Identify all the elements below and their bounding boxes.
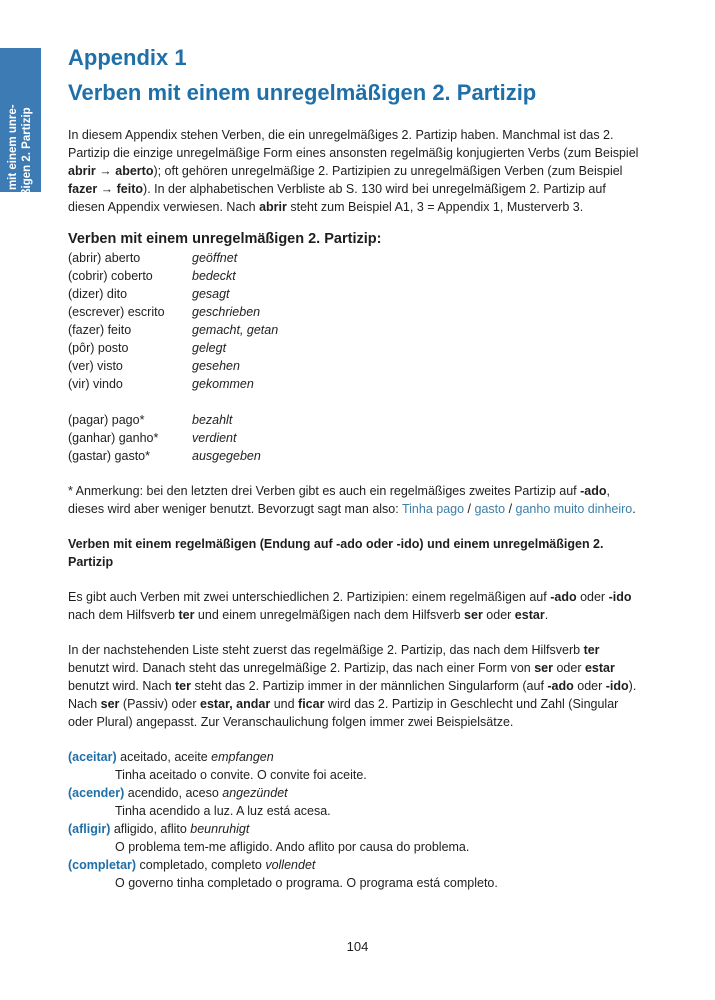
section-paragraph-2 (68, 641, 643, 731)
entry-translation: angezündet (222, 786, 288, 800)
verb-entry (68, 784, 643, 802)
para-bold: -ado (550, 590, 577, 604)
para-text: oder (573, 679, 606, 693)
para-text: wird das 2. Partizip in Geschlecht und Zahl (Singular oder Plural) angepasst. Zur Veranschaulichung folgen immer zwei Beispielsätze. (68, 697, 619, 729)
intro-bold: fazer (68, 182, 98, 196)
para-bold: ser (534, 661, 553, 675)
note-text: * Anmerkung: bei den letzten drei Verben gibt es auch ein regelmäßiges zweites Partizip auf (68, 484, 581, 498)
para-bold: ser (100, 697, 120, 711)
page-content (68, 126, 643, 892)
para-bold: estar, andar (200, 697, 271, 711)
para-bold: ter (583, 643, 600, 657)
page-number: 104 (346, 939, 369, 954)
intro-bold: feito (116, 182, 144, 196)
intro-paragraph (68, 126, 643, 216)
para-text: oder (553, 661, 585, 675)
verb-row (68, 303, 643, 321)
note-paragraph (68, 482, 643, 518)
entry-translation: beunruhigt (190, 822, 250, 836)
intro-bold: aberto (115, 164, 154, 178)
verb-row (68, 447, 643, 465)
verb-row (68, 429, 643, 447)
side-tab-line-2: gelmäßigen 2. Partizip (21, 107, 33, 229)
para-text: benutzt wird. Nach (68, 679, 175, 693)
verb-row (68, 267, 643, 285)
para-text: Es gibt auch Verben mit zwei unterschiedlichen 2. Partizipien: einem regelmäßigen auf (68, 590, 551, 604)
entry-example: O problema tem-me afligido. Ando aflito por causa do problema. (115, 840, 470, 854)
note-separator: / (464, 502, 475, 516)
para-text: (Passiv) oder (119, 697, 201, 711)
irregular-list-heading: Verben mit einem unregelmäßigen 2. Partizip: (68, 231, 382, 247)
para-bold: estar (514, 608, 545, 622)
verb-form: (fazer) feito (68, 323, 132, 337)
intro-text: In diesem Appendix stehen Verben, die ein unregelmäßiges 2. Partizip haben. Manchmal ist das 2. Partizip die einzige unregelmäßige Form eines ansonsten regelmäßig konjugierten Verbs (zum Beispiel (68, 128, 639, 160)
para-bold: ter (178, 608, 195, 622)
verb-row (68, 249, 643, 267)
entry-example: O governo tinha completado o programa. O programa está completo. (115, 876, 498, 890)
verb-form: (dizer) dito (68, 287, 128, 301)
entry-translation: empfangen (211, 750, 274, 764)
verb-form: (abrir) aberto (68, 251, 141, 265)
entry-example: Tinha acendido a luz. A luz está acesa. (115, 804, 331, 818)
verb-translation: bedeckt (192, 269, 236, 283)
intro-text: ). In der alphabetischen Verbliste ab S. 130 wird bei unregelmäßigem 2. Partizip auf diesen Appendix verwiesen. Nach (68, 182, 606, 214)
note-text: , dieses wird aber weniger benutzt. Bevorzugt sagt man also: (68, 484, 610, 516)
para-bold: estar (584, 661, 615, 675)
note-separator: / (505, 502, 516, 516)
entry-forms: acendido, aceso (124, 786, 223, 800)
entry-example: Tinha aceitado o convite. O convite foi aceite. (115, 768, 367, 782)
verb-entries (68, 748, 643, 892)
example-phrase: Tinha pago (401, 502, 465, 516)
verb-row (68, 411, 643, 429)
para-bold: -ido (605, 679, 629, 693)
para-text: In der nachstehenden Liste steht zuerst das regelmäßige 2. Partizip, das nach dem Hilfsverb (68, 643, 584, 657)
side-tab (0, 48, 41, 232)
verb-row (68, 285, 643, 303)
verb-translation: geschrieben (192, 305, 261, 319)
verb-translation: verdient (192, 431, 237, 445)
para-bold: ser (464, 608, 483, 622)
verb-entry (68, 820, 643, 838)
side-tab-label (6, 104, 34, 231)
section-heading: Verben mit einem regelmäßigen (Endung auf -ado oder -ido) und einem unregelmäßigen 2. Partizip (68, 537, 604, 569)
intro-text: steht zum Beispiel A1, 3 = Appendix 1, Musterverb 3. (286, 200, 584, 214)
verb-form: (ganhar) ganho* (68, 431, 159, 445)
note-text: . (632, 502, 636, 516)
para-text: nach dem Hilfsverb (68, 608, 179, 622)
para-text: steht das 2. Partizip immer in der männlichen Singularform (auf (190, 679, 548, 693)
entry-verb: (afligir) (68, 822, 111, 836)
verb-translation: gelegt (192, 341, 227, 355)
note-bold: -ado (580, 484, 607, 498)
section-paragraph-1 (68, 588, 643, 624)
example-phrase: ganho muito dinheiro (515, 502, 633, 516)
entry-translation: vollendet (265, 858, 316, 872)
para-text: benutzt wird. Danach steht das unregelmäßige 2. Partizip, das nach einer Form von (68, 661, 535, 675)
para-bold: -ido (608, 590, 632, 604)
para-bold: -ado (547, 679, 574, 693)
para-text: oder (482, 608, 515, 622)
appendix-title: Appendix 1 (68, 45, 187, 70)
para-text: und (270, 697, 299, 711)
entry-forms: aceitado, aceite (116, 750, 212, 764)
entry-forms: afligido, aflito (110, 822, 191, 836)
verb-translation: ausgegeben (192, 449, 261, 463)
para-text: oder (576, 590, 609, 604)
appendix-subtitle: Verben mit einem unregelmäßigen 2. Partizip (68, 80, 537, 105)
intro-bold: abrir (259, 200, 287, 214)
verb-row (68, 357, 643, 375)
verb-translation: bezahlt (192, 413, 233, 427)
verb-form: (vir) vindo (68, 377, 123, 391)
intro-text: ); oft gehören unregelmäßige 2. Partizipien zu unregelmäßigen Verben (zum Beispiel (153, 164, 623, 178)
verb-form: (cobrir) coberto (68, 269, 153, 283)
verb-form: (pagar) pago* (68, 413, 145, 427)
para-text: . (544, 608, 549, 622)
entry-verb: (aceitar) (68, 750, 117, 764)
verb-translation: gesehen (192, 359, 240, 373)
entry-forms: completado, completo (136, 858, 266, 872)
arrow-icon: → (95, 164, 116, 178)
verb-row (68, 375, 643, 393)
verb-form: (pôr) posto (68, 341, 129, 355)
verb-form: (ver) visto (68, 359, 123, 373)
para-bold: ficar (298, 697, 325, 711)
arrow-icon: → (97, 182, 117, 196)
verb-entry (68, 856, 643, 874)
verb-translation: gesagt (192, 287, 230, 301)
verb-row (68, 321, 643, 339)
verb-translation: geöffnet (192, 251, 238, 265)
verb-translation: gemacht, getan (192, 323, 279, 337)
para-text: und einem unregelmäßigen nach dem Hilfsverb (194, 608, 465, 622)
entry-verb: (completar) (68, 858, 137, 872)
verb-entry (68, 748, 643, 766)
para-bold: ter (175, 679, 191, 693)
verb-form: (gastar) gasto* (68, 449, 150, 463)
verb-form: (escrever) escrito (68, 305, 165, 319)
para-text: ). Nach (68, 679, 637, 711)
entry-verb: (acender) (68, 786, 125, 800)
side-tab-line-1: Verben mit einem unre- (7, 104, 19, 232)
verb-row (68, 339, 643, 357)
list-spacer (68, 393, 643, 411)
verb-translation: gekommen (192, 377, 254, 391)
irregular-verb-list (68, 249, 643, 465)
example-phrase: gasto (474, 502, 506, 516)
intro-bold: abrir (68, 164, 96, 178)
